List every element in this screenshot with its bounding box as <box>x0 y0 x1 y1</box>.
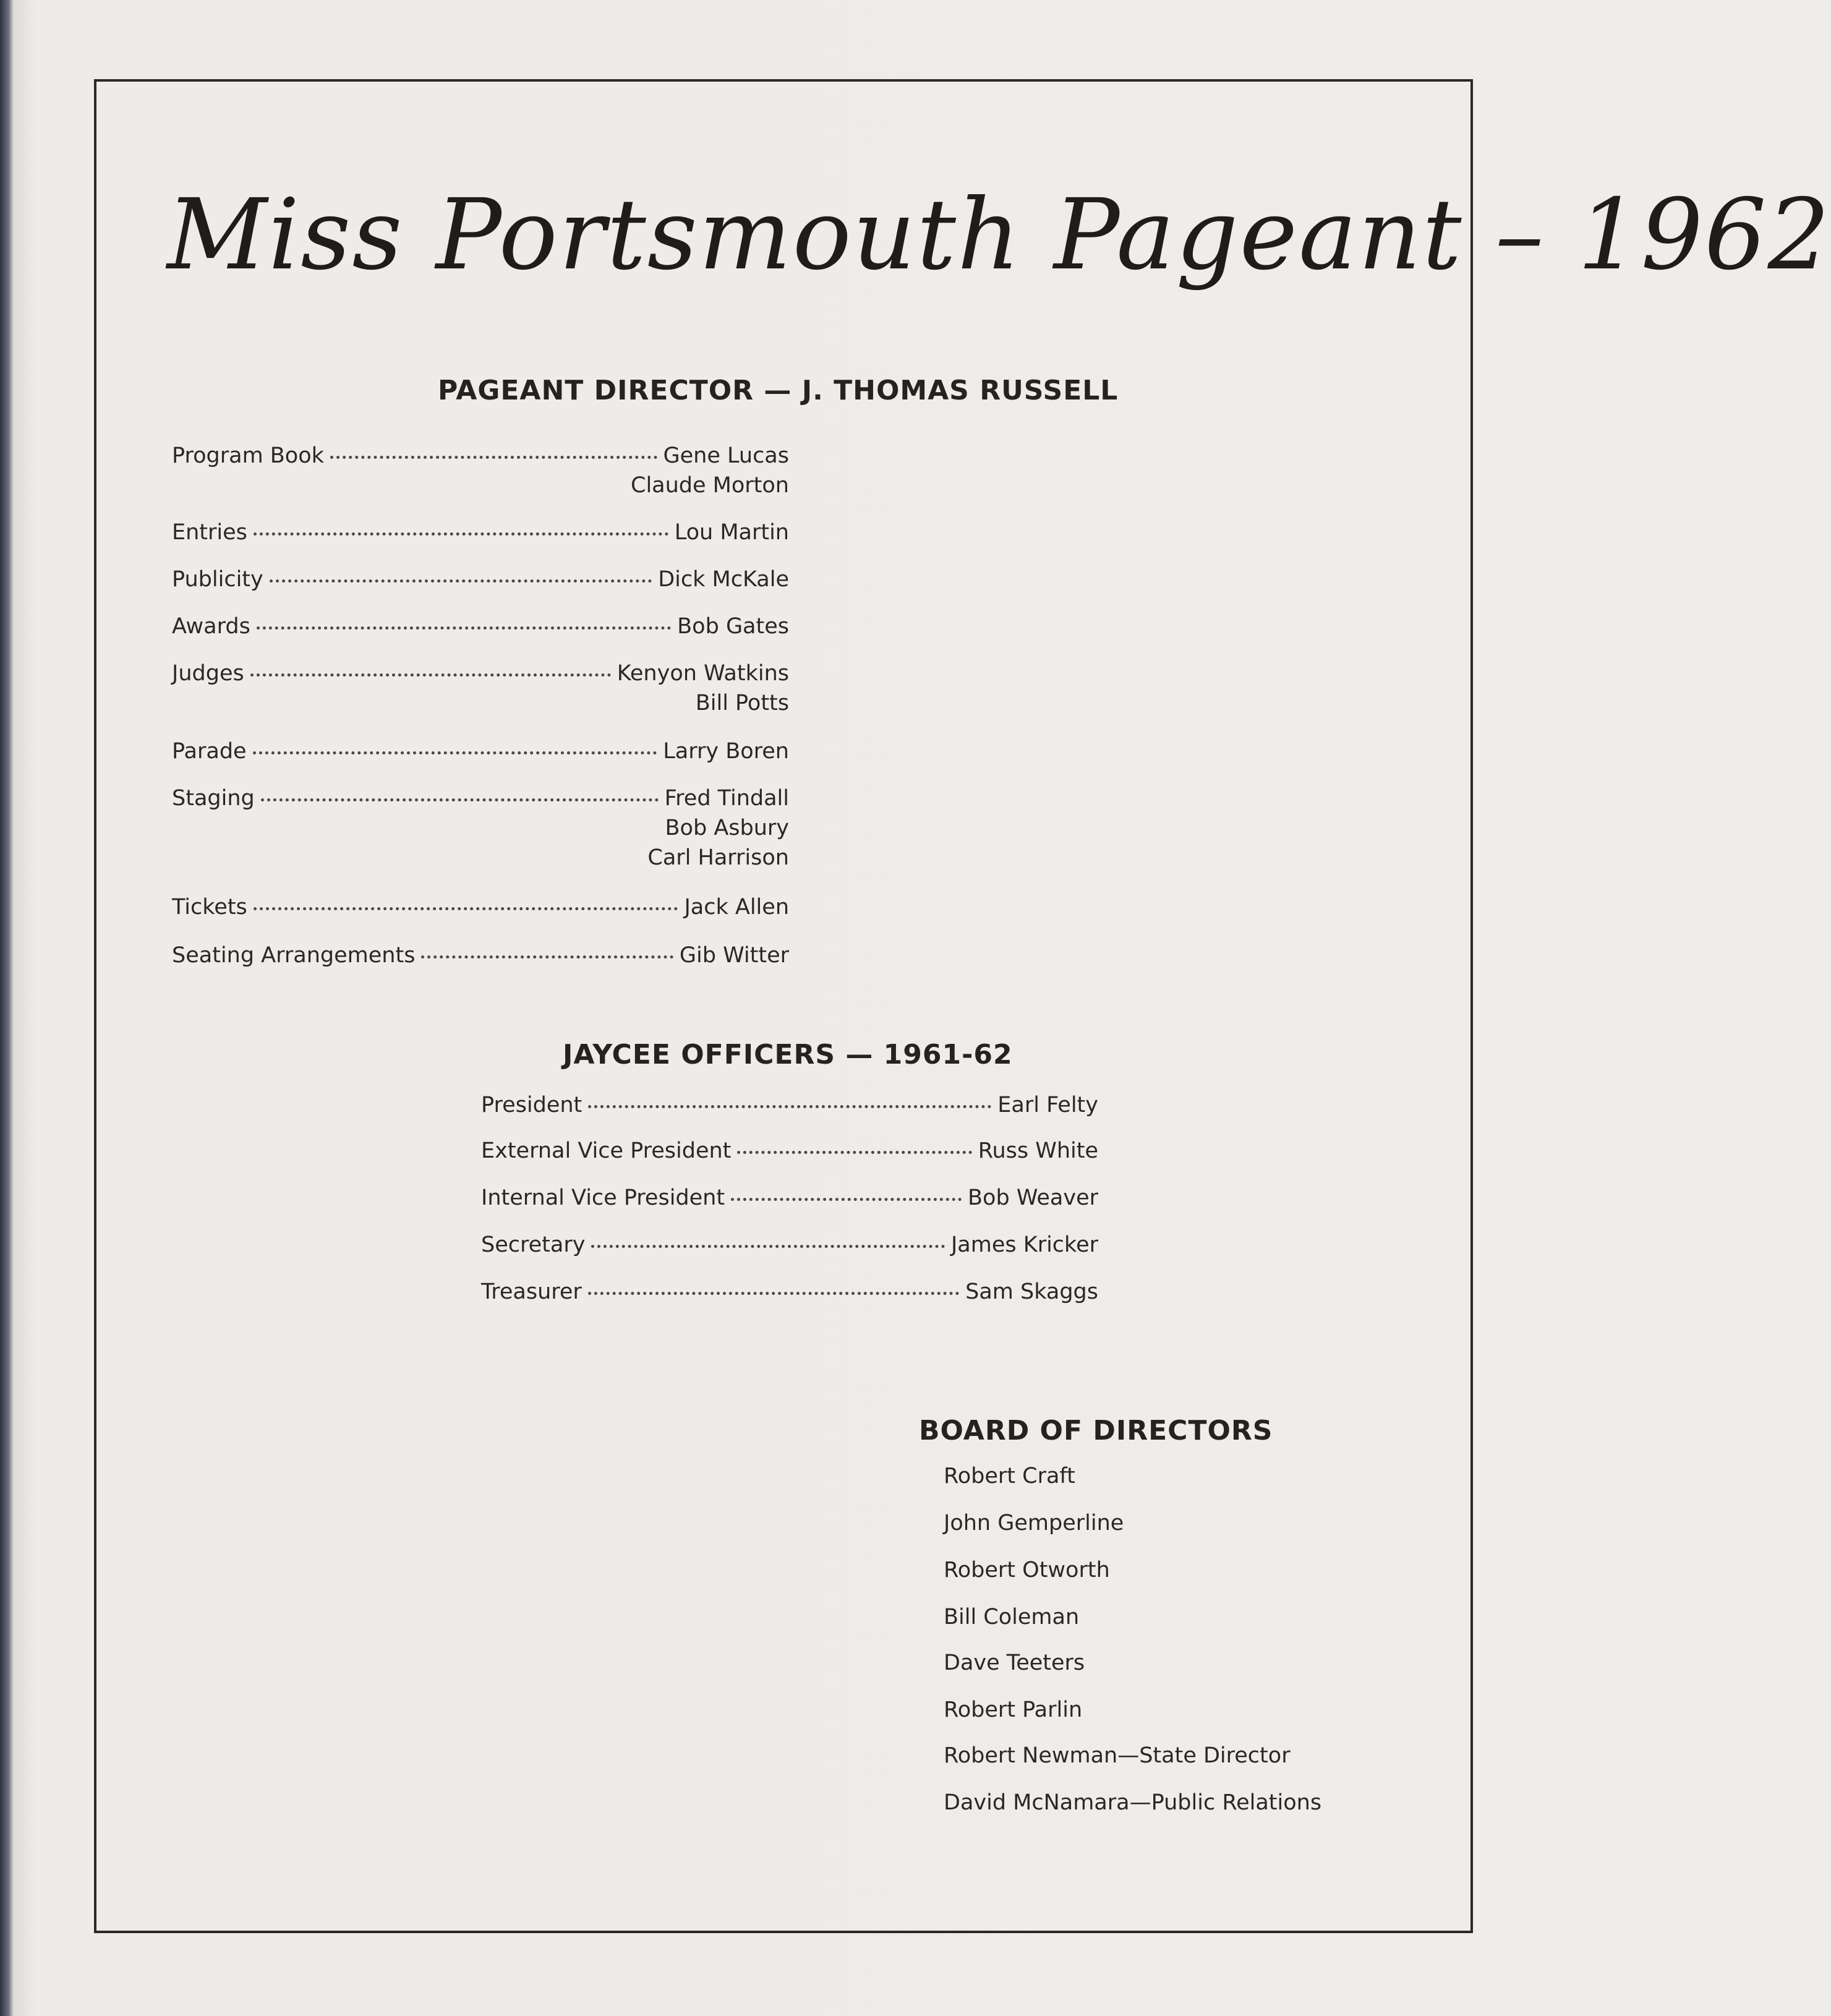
officer-role: Internal Vice President <box>481 1185 725 1210</box>
committee-row <box>172 736 789 767</box>
officer-name: Sam Skaggs <box>965 1279 1098 1304</box>
committee-name: Kenyon Watkins <box>617 661 789 686</box>
officer-name: James Kricker <box>950 1232 1098 1257</box>
committee-name: Bob Gates <box>677 614 789 639</box>
leader-dots <box>731 1198 962 1201</box>
board-member: Bill Coleman <box>944 1605 1080 1629</box>
committee-row <box>172 940 789 971</box>
board-member: Robert Parlin <box>944 1698 1083 1722</box>
officer-row <box>481 1135 1098 1166</box>
committee-name: Gene Lucas <box>663 443 789 468</box>
committee-name: Larry Boren <box>663 739 789 764</box>
board-member: Robert Newman—State Director <box>944 1743 1291 1768</box>
committee-role: Entries <box>172 520 247 545</box>
leader-dots <box>250 673 611 677</box>
board-member: David McNamara—Public Relations <box>944 1790 1322 1815</box>
committee-role: Publicity <box>172 567 263 592</box>
leader-dots <box>330 456 657 459</box>
committee-row <box>172 440 789 471</box>
committee-name: Dick McKale <box>658 567 789 592</box>
leader-dots <box>257 626 671 630</box>
committee-name: Carl Harrison <box>647 845 789 870</box>
board-member: Dave Teeters <box>944 1651 1085 1675</box>
committee-name: Gib Witter <box>679 943 789 968</box>
leader-dots <box>737 1151 971 1154</box>
board-heading: BOARD OF DIRECTORS <box>919 1415 1273 1446</box>
leader-dots <box>254 907 678 910</box>
committee-name: Jack Allen <box>684 895 789 920</box>
leader-dots <box>591 1245 945 1248</box>
committee-role: Staging <box>172 786 255 811</box>
officer-name: Russ White <box>978 1138 1098 1163</box>
officer-row <box>481 1276 1098 1307</box>
leader-dots <box>270 579 652 583</box>
committee-name: Lou Martin <box>674 520 789 545</box>
officer-row <box>481 1090 1098 1121</box>
officer-row <box>481 1182 1098 1213</box>
committee-role: Parade <box>172 739 247 764</box>
committee-role: Awards <box>172 614 250 639</box>
page-title: Miss Portsmouth Pageant – 1962 <box>167 178 1831 292</box>
leader-dots <box>588 1292 959 1295</box>
officer-role: External Vice President <box>481 1138 732 1163</box>
officer-role: Treasurer <box>481 1279 582 1304</box>
leader-dots <box>261 798 659 801</box>
page-border-frame <box>94 79 1831 1933</box>
officers-heading: JAYCEE OFFICERS — 1961-62 <box>563 1039 1013 1070</box>
committee-row <box>172 783 789 814</box>
committee-role: Program Book <box>172 443 324 468</box>
leader-dots <box>421 955 673 959</box>
committee-name: Claude Morton <box>631 473 789 498</box>
committee-row <box>172 658 789 689</box>
officer-name: Earl Felty <box>997 1093 1098 1117</box>
leader-dots <box>588 1105 991 1108</box>
committee-row <box>172 892 789 923</box>
leader-dots <box>253 751 657 754</box>
officer-role: President <box>481 1093 583 1117</box>
leader-dots <box>254 532 668 536</box>
officer-row <box>481 1229 1098 1260</box>
officer-name: Bob Weaver <box>968 1185 1098 1210</box>
committee-name: Bob Asbury <box>665 816 789 840</box>
committee-name: Bill Potts <box>695 691 789 715</box>
board-member: Robert Otworth <box>944 1558 1110 1582</box>
committee-role: Judges <box>172 661 244 686</box>
board-member: Robert Craft <box>944 1464 1075 1489</box>
committee-name: Fred Tindall <box>664 786 789 811</box>
officer-role: Secretary <box>481 1232 586 1257</box>
board-member: John Gemperline <box>944 1511 1124 1535</box>
committee-role: Tickets <box>172 895 247 920</box>
pageant-director-heading: PAGEANT DIRECTOR — J. THOMAS RUSSELL <box>438 375 1119 406</box>
committee-row <box>172 517 789 548</box>
binding-edge <box>0 0 14 2016</box>
committee-role: Seating Arrangements <box>172 943 416 968</box>
committee-row <box>172 564 789 595</box>
committee-row <box>172 611 789 642</box>
